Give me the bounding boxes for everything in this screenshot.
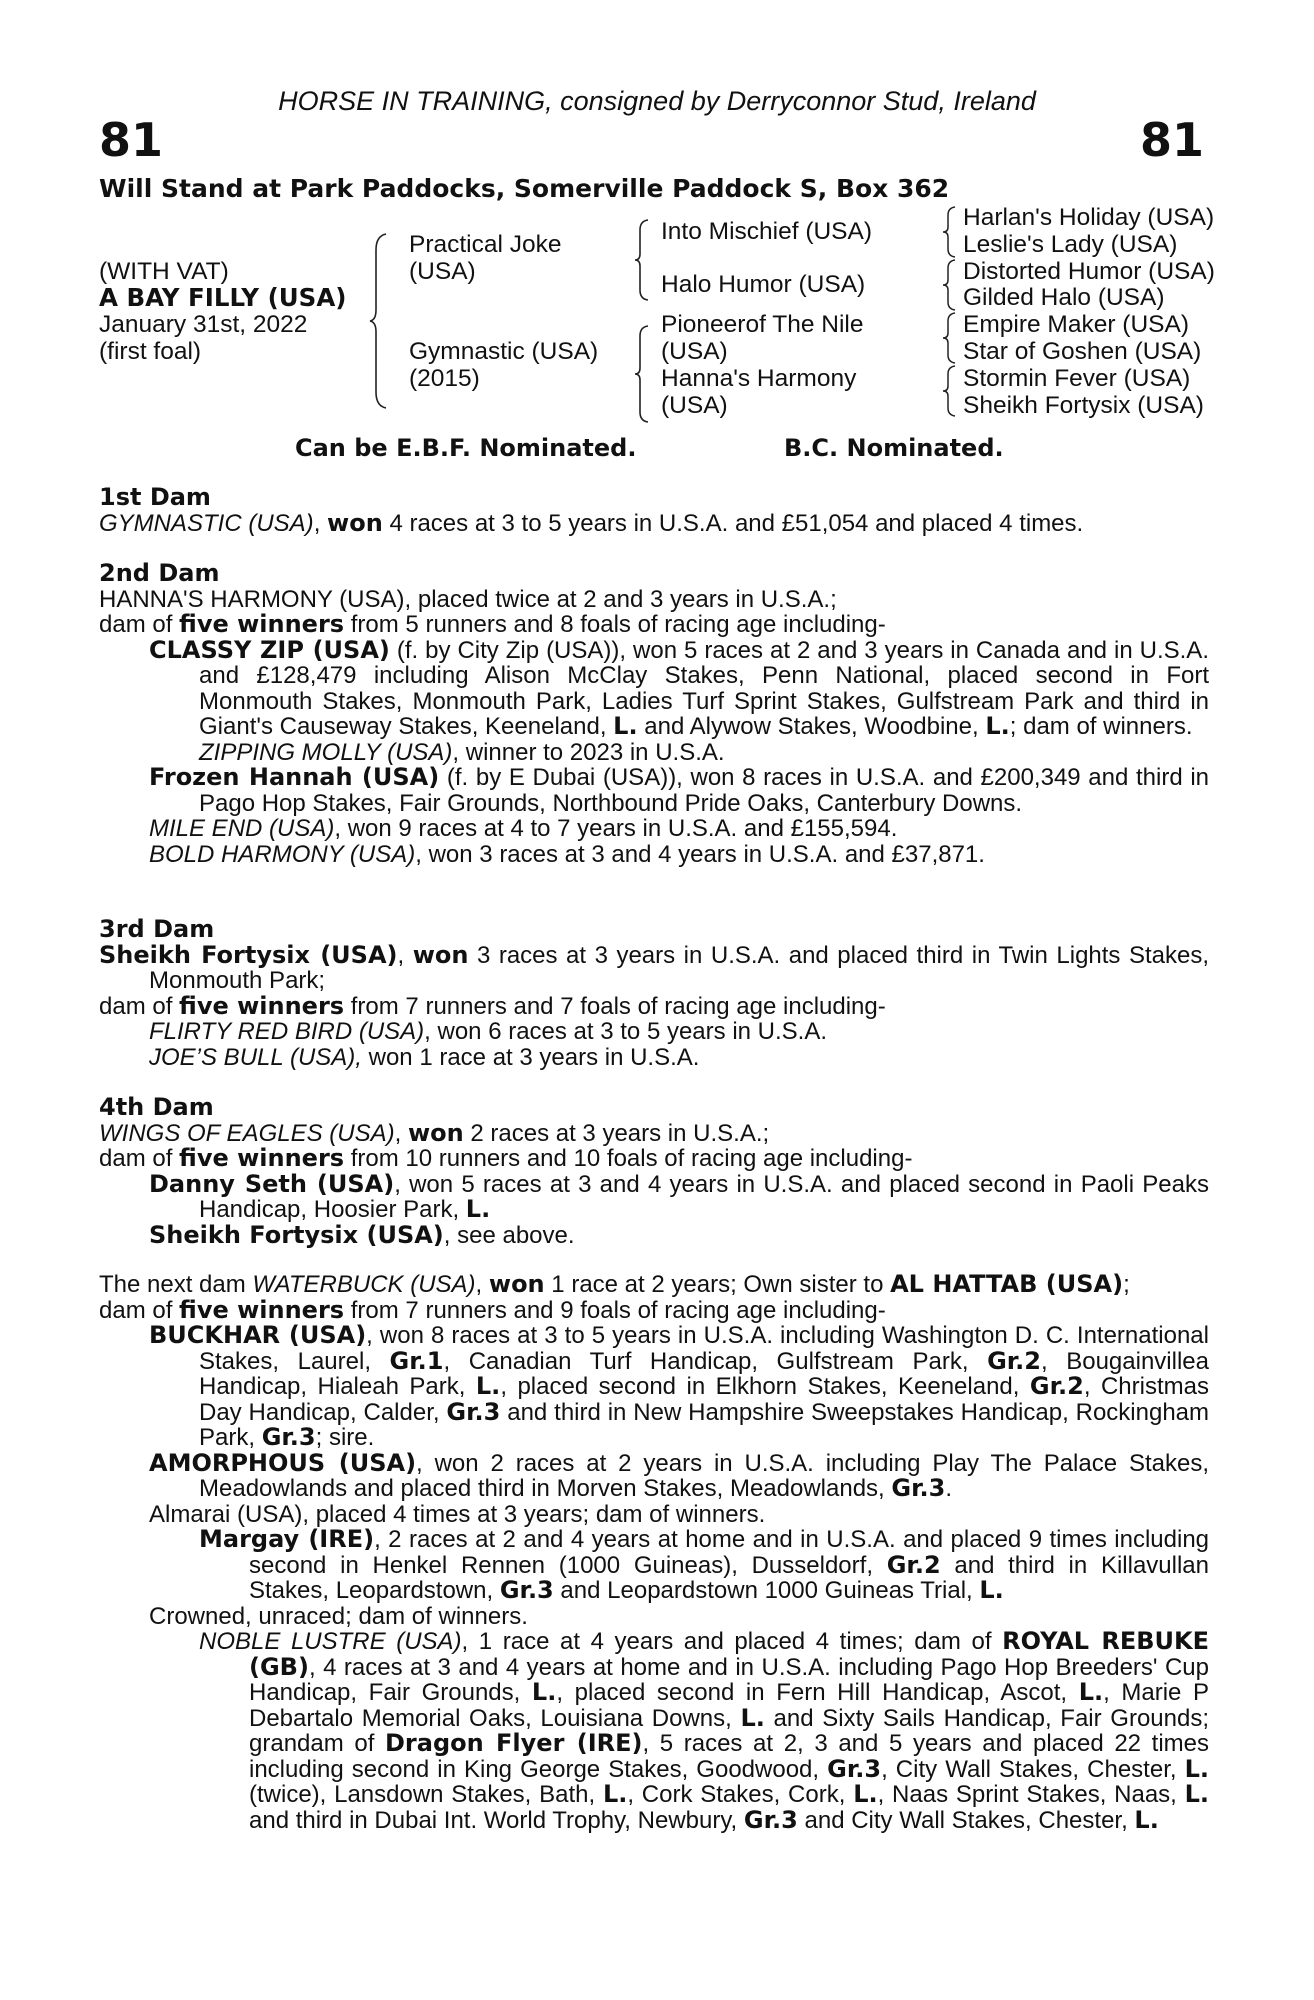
second-dam-produce: dam of five winners from 5 runners and 8 foals of racing age including- [99, 610, 886, 638]
second-dam-intro: HANNA'S HARMONY (USA), placed twice at 2 and 3 years in U.S.A.; [99, 585, 837, 613]
first-dam-heading: 1st Dam [99, 483, 211, 511]
first-dam-record: GYMNASTIC (USA), won 4 races at 3 to 5 years in U.S.A. and £51,054 and placed 4 times. [99, 508, 1084, 537]
produce-almarai: Almarai (USA), placed 4 times at 3 years; dam of winners. [149, 1500, 766, 1528]
dam-dam-line2: (USA) [661, 392, 728, 419]
produce-crowned: Crowned, unraced; dam of winners. [149, 1602, 528, 1630]
horse-dob: January 31st, 2022 [99, 311, 308, 338]
third-dam-section [99, 917, 1209, 1070]
produce-bold-harmony: BOLD HARMONY (USA), won 3 races at 3 and 4 years in U.S.A. and £37,871. [149, 840, 985, 868]
fourth-dam-produce: dam of five winners from 10 runners and 10 foals of racing age including- [99, 1144, 913, 1172]
second-dam-section [99, 561, 1209, 867]
fourth-dam-heading: 4th Dam [99, 1093, 214, 1121]
ggp-brace-1 [942, 205, 958, 259]
dam-sire-line2: (USA) [661, 338, 728, 365]
dam-sire-line1: Pioneerof The Nile [661, 311, 864, 338]
dam-name-line2: (2015) [409, 365, 480, 392]
next-dam-produce: dam of five winners from 7 runners and 9 foals of racing age including- [99, 1295, 886, 1324]
ggp-dss: Empire Maker (USA) [963, 311, 1189, 338]
produce-joes-bull: JOE’S BULL (USA), won 1 race at 3 years in U.S.A. [149, 1043, 700, 1071]
ggp-dsd: Star of Goshen (USA) [963, 338, 1202, 365]
dam-name-line1: Gymnastic (USA) [409, 338, 599, 365]
produce-frozen-hannah: Frozen Hannah (USA) (f. by E Dubai (USA)), won 8 races in U.S.A. and £200,349 and third in Pago Hop Stakes, Fair Grounds, Northbound Pride Oaks, Canterbury Downs. [149, 763, 1209, 817]
third-dam-heading: 3rd Dam [99, 915, 215, 943]
fourth-dam-section [99, 1095, 1209, 1248]
produce-danny-seth: Danny Seth (USA), won 5 races at 3 and 4 years in U.S.A. and placed second in Paoli Peaks Handicap, Hoosier Park, L. [149, 1169, 1209, 1223]
dam-dam-line1: Hanna's Harmony [661, 365, 857, 392]
sire-name-line1: Practical Joke [409, 231, 562, 258]
stand-location: Will Stand at Park Paddocks, Somerville Paddock S, Box 362 [99, 174, 950, 203]
fourth-dam-record: WINGS OF EAGLES (USA), won 2 races at 3 years in U.S.A.; [99, 1118, 770, 1147]
ggp-sds: Distorted Humor (USA) [963, 258, 1215, 285]
ggp-ddd: Sheikh Fortysix (USA) [963, 392, 1204, 419]
ggp-brace-3 [942, 311, 958, 365]
first-dam-section [99, 485, 1209, 536]
first-dam-name: GYMNASTIC (USA) [99, 509, 314, 537]
produce-flirty-red-bird: FLIRTY RED BIRD (USA), won 6 races at 3 to 5 years in U.S.A. [149, 1018, 828, 1045]
ggp-brace-2 [942, 258, 958, 312]
produce-buckhar: BUCKHAR (USA), won 8 races at 3 to 5 years in U.S.A. including Washington D. C. International Stakes, Laurel, Gr.1, Canadian Turf Handicap, Gulfstream Park, Gr.2, Bougainvillea Handicap, Hialeah Park, L., placed second in Elkhorn Stakes, Keeneland, Gr.2, Christmas Day Handicap, Calder, Gr.3 and third in New Hampshire Sweepstakes Handicap, Rockingham Park, Gr.3; sire. [149, 1321, 1210, 1451]
ggp-dds: Stormin Fever (USA) [963, 365, 1191, 392]
sire-brace [634, 218, 652, 302]
produce-amorphous: AMORPHOUS (USA), won 2 races at 2 years in U.S.A. including Play The Palace Stakes, Meadowlands and placed third in Morven Stakes, Meadowlands, Gr.3. [149, 1448, 1209, 1502]
sire-sire: Into Mischief (USA) [661, 218, 873, 245]
consignor-line: HORSE IN TRAINING, consigned by Derryconnor Stud, Ireland [278, 86, 1036, 116]
lot-number-right: 81 [1139, 113, 1204, 167]
ggp-brace-4 [942, 364, 958, 418]
horse-foal-note: (first foal) [99, 338, 202, 365]
ggp-sss: Harlan's Holiday (USA) [963, 204, 1215, 231]
bc-nomination: B.C. Nominated. [784, 434, 1004, 462]
ebf-nomination: Can be E.B.F. Nominated. [295, 434, 637, 462]
horse-name: A BAY FILLY (USA) [99, 283, 347, 312]
produce-margay: Margay (IRE), 2 races at 2 and 4 years at home and in U.S.A. and placed 9 times including second in Henkel Rennen (1000 Guineas), Dusseldorf, Gr.2 and third in Killavullan Stakes, Leopardstown, Gr.3 and Leopardstown 1000 Guineas Trial, L. [199, 1525, 1210, 1604]
produce-mile-end: MILE END (USA), won 9 races at 4 to 7 years in U.S.A. and £155,594. [149, 815, 898, 842]
produce-classy-zip: CLASSY ZIP (USA) (f. by City Zip (USA)), won 5 races at 2 and 3 years in Canada and in U.S.A. and £128,479 including Alison McClay Stakes, Penn National, placed second in Fort Monmouth Stakes, Monmouth Park, Ladies Turf Sprint Stakes, Gulfstream Park and third in Giant's Causeway Stakes, Keeneland, L. and Alywow Stakes, Woodbine, L.; dam of winners. [149, 635, 1209, 740]
third-dam-record: Sheikh Fortysix (USA), won 3 races at 3 years in U.S.A. and placed third in Twin Lights Stakes, Monmouth Park; [99, 940, 1209, 994]
vat-note: (WITH VAT) [99, 258, 229, 285]
dam-brace [634, 324, 652, 424]
sire-name-line2: (USA) [409, 258, 476, 285]
next-dam-record: The next dam WATERBUCK (USA), won 1 race at 2 years; Own sister to AL HATTAB (USA); [99, 1270, 1130, 1298]
produce-sheikh-fortysix: Sheikh Fortysix (USA), see above. [149, 1220, 575, 1249]
produce-zipping-molly: ZIPPING MOLLY (USA), winner to 2023 in U.S.A. [199, 738, 725, 766]
produce-noble-lustre: NOBLE LUSTRE (USA), 1 race at 4 years and placed 4 times; dam of ROYAL REBUKE (GB), 4 races at 3 and 4 years at home and in U.S.A. including Pago Hop Breeders' Cup Handicap, Fair Grounds, L., placed second in Fern Hill Handicap, Ascot, L., Marie P Debartalo Memorial Oaks, Louisiana Downs, L. and Sixty Sails Handicap, Fair Grounds; grandam of Dragon Flyer (IRE), 5 races at 2, 3 and 5 years and placed 22 times including second in King George Stakes, Goodwood, Gr.3, City Wall Stakes, Chester, L. (twice), Lansdown Stakes, Bath, L., Cork Stakes, Cork, L., Naas Sprint Stakes, Naas, L. and third in Dubai Int. World Trophy, Newbury, Gr.3 and City Wall Stakes, Chester, L. [199, 1627, 1210, 1834]
ggp-ssd: Leslie's Lady (USA) [963, 231, 1178, 258]
parents-brace [368, 232, 390, 410]
third-dam-produce: dam of five winners from 7 runners and 7 foals of racing age including- [99, 991, 886, 1020]
ggp-sdd: Gilded Halo (USA) [963, 284, 1165, 311]
next-dam-section [99, 1272, 1209, 1833]
sire-dam: Halo Humor (USA) [661, 271, 866, 298]
second-dam-heading: 2nd Dam [99, 559, 220, 587]
lot-number-left: 81 [99, 113, 164, 167]
